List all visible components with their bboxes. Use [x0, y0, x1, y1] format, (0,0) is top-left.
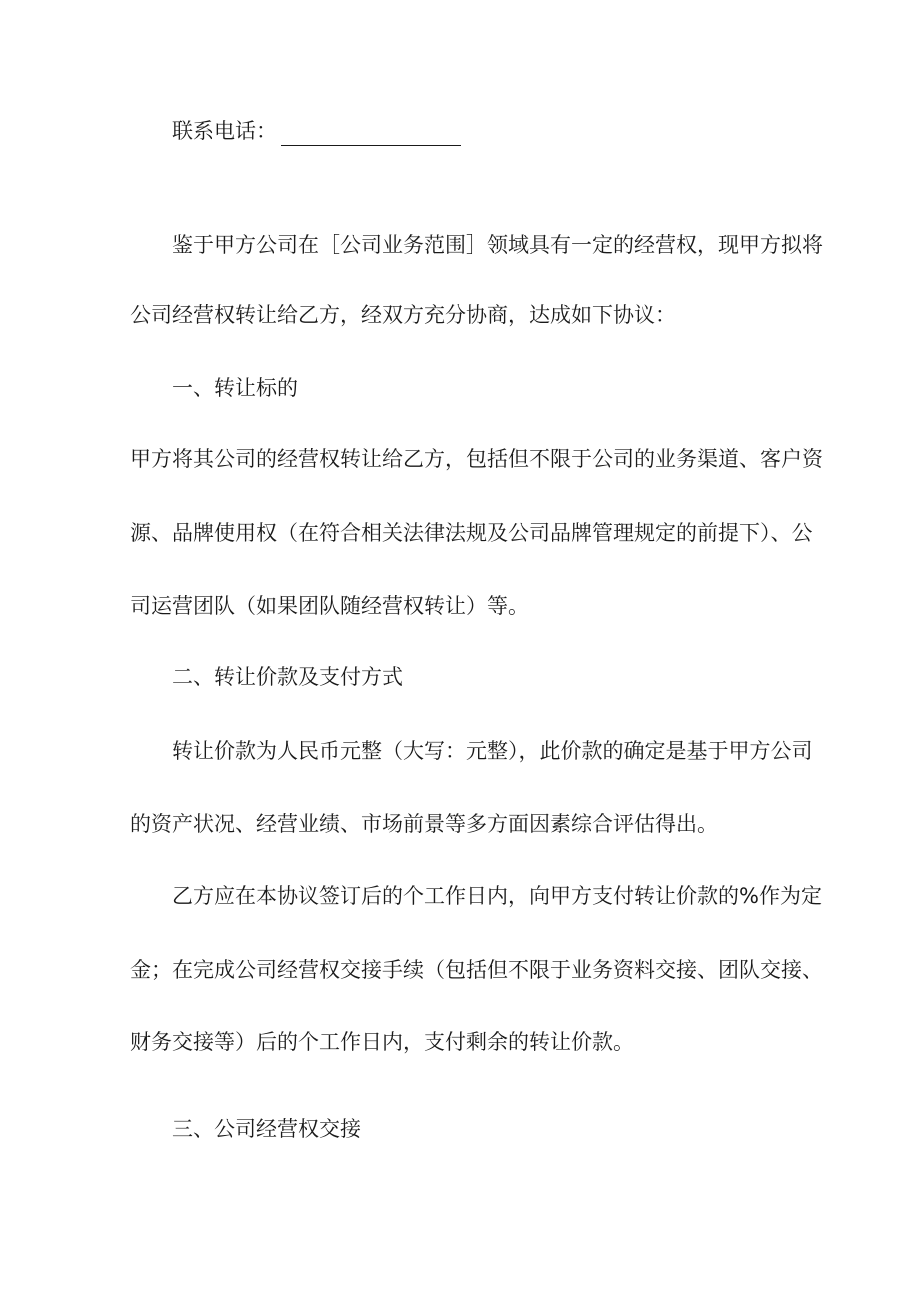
section-1-line-1: 甲方将其公司的经营权转让给乙方，包括但不限于公司的业务渠道、客户资: [130, 447, 823, 471]
section-3-heading: 三、公司经营权交接: [172, 1117, 361, 1141]
section-2-heading: 二、转让价款及支付方式: [172, 665, 403, 689]
section-2-para-2-line-2: 金；在完成公司经营权交接手续（包括但不限于业务资料交接、团队交接、: [130, 958, 823, 982]
section-1-line-3: 司运营团队（如果团队随经营权转让）等。: [130, 594, 529, 618]
section-1-heading: 一、转让标的: [172, 376, 298, 400]
section-2-para-1-line-1: 转让价款为人民币元整（大写：元整），此价款的确定是基于甲方公司: [172, 739, 813, 763]
section-2-para-1-line-2: 的资产状况、经营业绩、市场前景等多方面因素综合评估得出。: [130, 812, 718, 836]
contact-phone-blank-line: [281, 123, 461, 146]
section-2-para-2-line-1: 乙方应在本协议签订后的个工作日内，向甲方支付转让价款的%作为定: [172, 884, 822, 908]
section-1-line-2: 源、品牌使用权（在符合相关法律法规及公司品牌管理规定的前提下）、公: [130, 521, 813, 545]
section-2-para-2-line-3: 财务交接等）后的个工作日内，支付剩余的转让价款。: [130, 1030, 634, 1054]
preamble-line-2: 公司经营权转让给乙方，经双方充分协商，达成如下协议：: [130, 303, 676, 327]
contact-phone-label: 联系电话：: [172, 119, 277, 143]
contact-phone-row: [172, 116, 461, 146]
preamble-line-1: 鉴于甲方公司在［公司业务范围］领域具有一定的经营权，现甲方拟将: [172, 233, 823, 257]
